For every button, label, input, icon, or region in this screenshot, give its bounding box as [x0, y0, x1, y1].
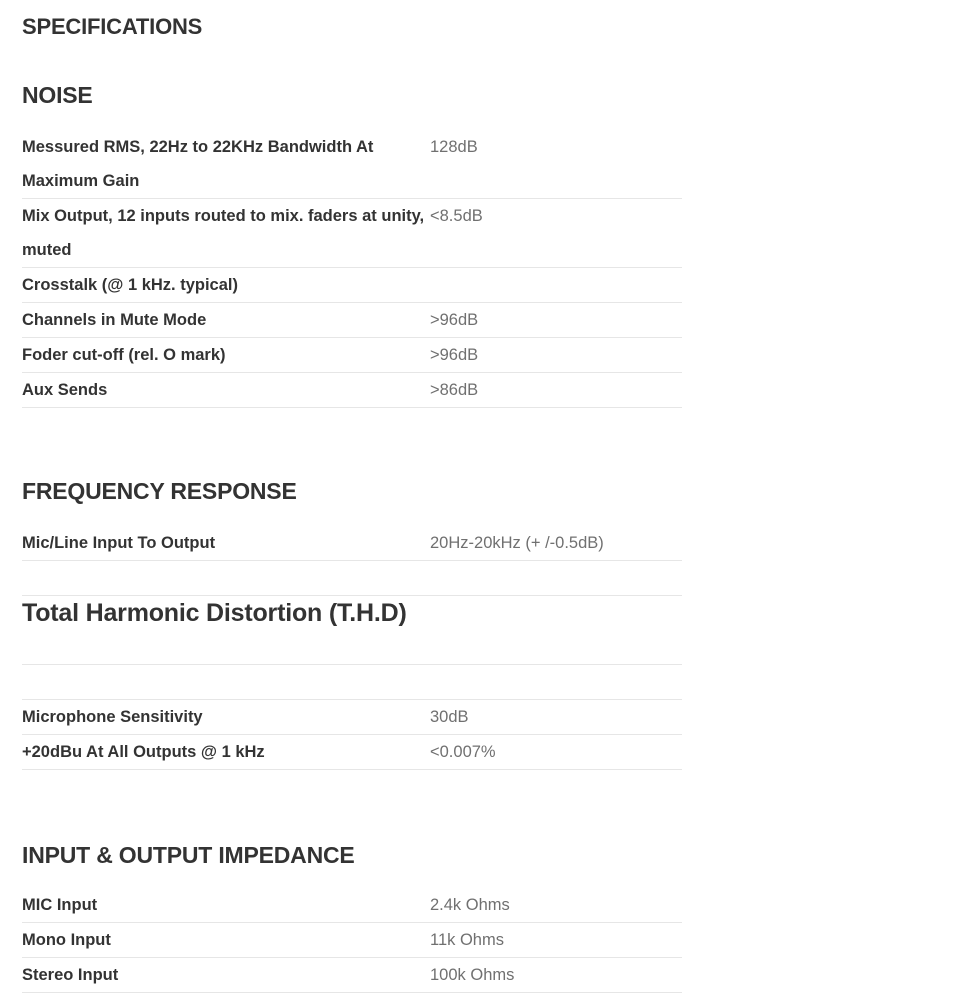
spec-label: Microphone Sensitivity: [22, 700, 426, 735]
frequency-spec-table: [22, 526, 682, 561]
table-row: [22, 373, 682, 408]
spec-label: Mono Input: [22, 923, 426, 958]
thd-spec-table: [22, 700, 682, 770]
table-row: [22, 303, 682, 338]
spec-label: MIC Input: [22, 888, 426, 923]
spec-value: >86dB: [426, 373, 682, 408]
table-row: [22, 338, 682, 373]
spec-value: 2.4k Ohms: [426, 888, 682, 923]
table-row: [22, 958, 682, 993]
spec-value: >96dB: [426, 338, 682, 373]
table-row: [22, 700, 682, 735]
spec-value: 100k Ohms: [426, 958, 682, 993]
noise-section-title: NOISE: [22, 82, 93, 108]
spec-label: Mic/Line Input To Output: [22, 526, 426, 561]
spec-value: >96dB: [426, 303, 682, 338]
spec-value: 20Hz-20kHz (+ /-0.5dB): [426, 526, 682, 561]
spec-value: 30dB: [426, 700, 682, 735]
page-title: SPECIFICATIONS: [22, 14, 203, 39]
table-row: [22, 735, 682, 770]
table-row: [22, 923, 682, 958]
spec-value: <0.007%: [426, 735, 682, 770]
table-row: [22, 130, 682, 199]
spec-label: Mix Output, 12 inputs routed to mix. faders at unity, muted: [22, 199, 426, 268]
spec-value: 11k Ohms: [426, 923, 682, 958]
table-row: [22, 526, 682, 561]
spec-label: Messured RMS, 22Hz to 22KHz Bandwidth At Maximum Gain: [22, 130, 426, 199]
spec-label: Crosstalk (@ 1 kHz. typical): [22, 268, 426, 303]
spec-label: Aux Sends: [22, 373, 426, 408]
impedance-section-title: INPUT & OUTPUT IMPEDANCE: [22, 842, 355, 868]
table-row: [22, 199, 682, 268]
noise-spec-table: [22, 130, 682, 408]
table-row: [22, 888, 682, 923]
divider: [22, 664, 682, 665]
table-row: [22, 268, 682, 303]
frequency-section-title: FREQUENCY RESPONSE: [22, 478, 297, 504]
spec-value: [426, 268, 682, 303]
spec-value: <8.5dB: [426, 199, 682, 268]
thd-section-title: Total Harmonic Distortion (T.H.D): [22, 599, 407, 627]
spec-value: 128dB: [426, 130, 682, 199]
spec-label: +20dBu At All Outputs @ 1 kHz: [22, 735, 426, 770]
spec-label: Channels in Mute Mode: [22, 303, 426, 338]
impedance-spec-table: [22, 888, 682, 993]
spec-label: Foder cut-off (rel. O mark): [22, 338, 426, 373]
spec-label: Stereo Input: [22, 958, 426, 993]
